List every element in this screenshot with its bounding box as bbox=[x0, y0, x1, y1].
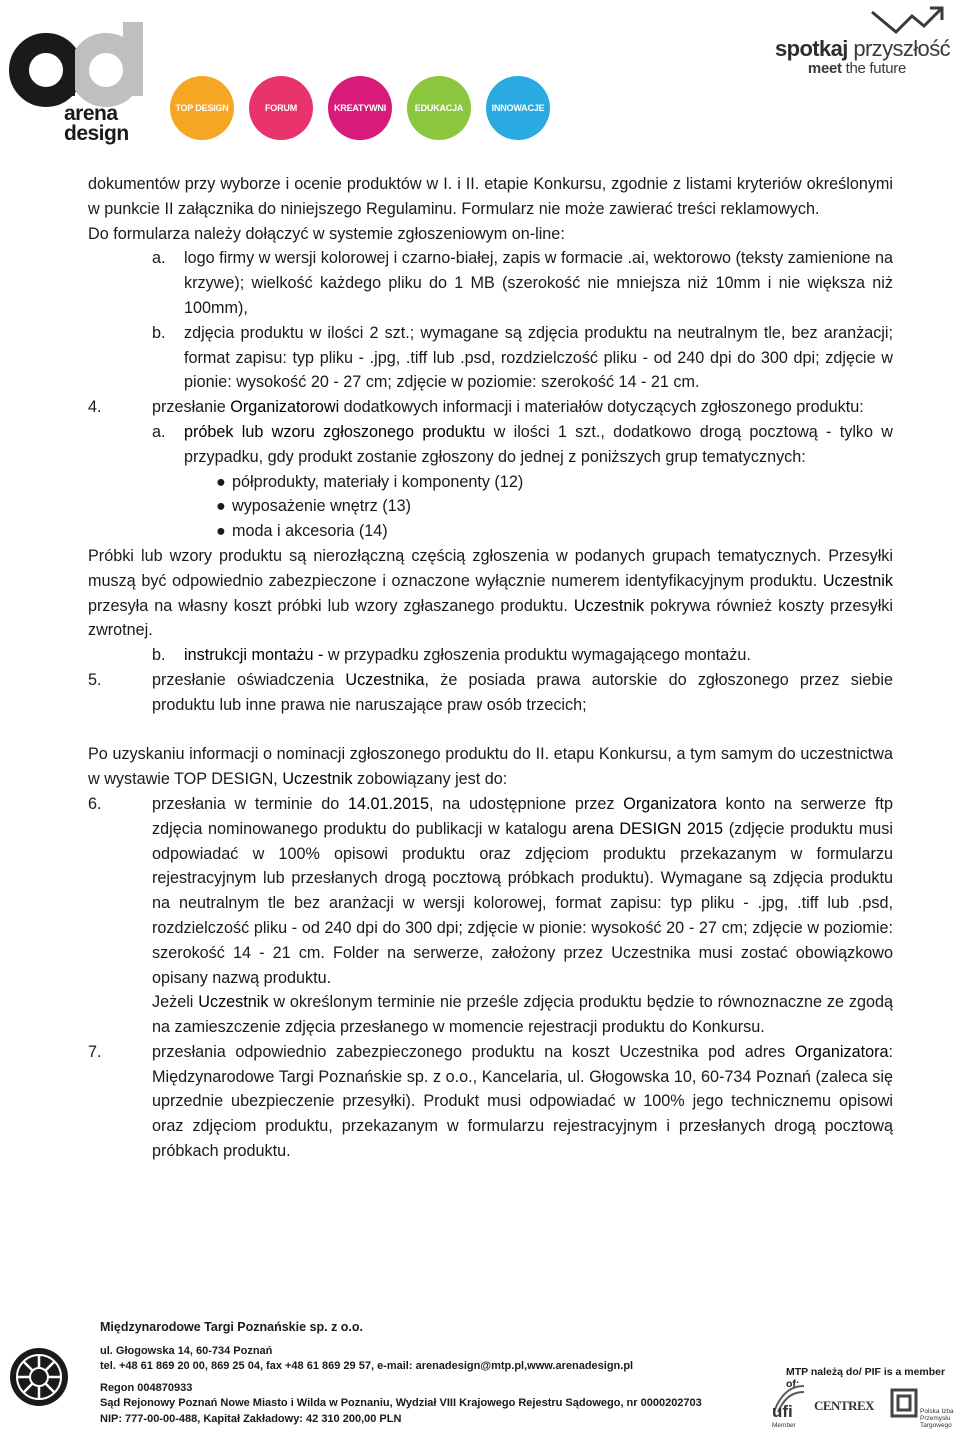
item-number: 4. bbox=[88, 398, 102, 417]
footer-nip: NIP: 777-00-00-488, Kapitał Zakładowy: 42 310 200,00 PLN bbox=[100, 1412, 402, 1425]
text-segment: Po uzyskaniu informacji o nominacji zgłoszonego produktu do II. etapu Konkursu, a tym samym do uczestnictwa w wystawie TOP DESIGN, bbox=[88, 745, 893, 789]
item-number: 7. bbox=[88, 1042, 102, 1061]
pip-logo bbox=[890, 1388, 956, 1438]
text-segment: przesłania w terminie do bbox=[152, 794, 348, 813]
highlight-participant: Uczestnik bbox=[573, 596, 645, 615]
text-segment: dodatkowych informacji i materiałów dotyczących zgłoszonego produktu: bbox=[339, 398, 864, 417]
pip-text: Polska Izba Przemysłu Targowego bbox=[920, 1408, 954, 1429]
item-6-paragraph-1 bbox=[152, 795, 893, 987]
text-segment: w określonym terminie nie prześle zdjęcia produktu będzie to równoznaczne ze zgodą na zamieszczenie zdjęcia przesłanego w momencie rejestracji produktu do Konkursu. bbox=[152, 993, 894, 1037]
list-item-a-samples bbox=[152, 420, 893, 470]
paragraph-continuation: dokumentów przy wyborze i ocenie produktów w I. i II. etapie Konkursu, zgodnie z listami kryteriów określonymi w punkcie II załącznika do niniejszego Regulaminu. Formularz nie może zawierać treści reklamowych. bbox=[88, 175, 893, 218]
list-label: a. bbox=[152, 422, 166, 441]
item-text bbox=[152, 1040, 893, 1164]
ufi-logo bbox=[772, 1384, 806, 1430]
slogan-the-future: the future bbox=[845, 60, 906, 77]
centrex-logo: CENTREX bbox=[814, 1398, 875, 1413]
list-label: b. bbox=[152, 323, 166, 342]
highlight-participant: Uczestnik bbox=[282, 770, 353, 789]
brand-wordmark bbox=[64, 104, 129, 144]
footer-company-info bbox=[100, 1320, 702, 1428]
text-segment: , że posiada prawa autorskie do zgłoszonego przez siebie produktu lub inne prawa nie naruszające praw osób trzecich; bbox=[152, 670, 893, 714]
highlight-samples: próbek lub wzoru zgłoszonego produktu bbox=[184, 422, 486, 441]
list-text: zdjęcia produktu w ilości 2 szt.; wymagane są zdjęcia produktu na neutralnym tle, bez aranżacji; format zapisu: typ pliku - .jpg, .tiff lub .psd, rozdzielczość pliku - od 240 dpi do 300 dpi; zdjęcie w pionie: wysokość 20 - 27 cm; zdjęcie w poziomie: szerokość 14 - 21 cm. bbox=[184, 323, 893, 392]
text-segment: : Międzynarodowe Targi Poznańskie sp. z o.o., Kancelaria, ul. Głogowska 10, 60-734 Poznań (zaleca się uprzednie ubezpieczenie przesyłki). Produkt musi odpowiadać w 100% jego technicznemu opisowi oraz zdjęciom produktu, przekazanym w formularzu rejestracyjnym i przesłanych drogą pocztową próbkach produktu. bbox=[152, 1042, 893, 1161]
bullet-text: moda i akcesoria (14) bbox=[232, 522, 388, 541]
text-segment: w ilości 1 szt., dodatkowo drogą pocztową - tylko w przypadku, gdy produkt zostanie zgłoszony do jednej z poniższych grup tematycznych: bbox=[184, 422, 893, 466]
category-innowacje: INNOWACJE bbox=[486, 76, 550, 140]
numbered-item-6 bbox=[88, 792, 893, 1040]
slogan-meet: meet bbox=[807, 60, 842, 77]
slogan-przyszlosc: przyszłość bbox=[853, 36, 950, 61]
category-edukacja: EDUKACJA bbox=[407, 76, 471, 140]
footer-court: Sąd Rejonowy Poznań Nowe Miasto i Wilda w Poznaniu, Wydział VIII Krajowego Rejestru Sądowego, nr 0000202703 bbox=[100, 1397, 702, 1410]
footer bbox=[0, 1300, 960, 1440]
item-text bbox=[152, 792, 893, 1040]
paragraph-samples-info bbox=[88, 544, 893, 643]
highlight-organizer: Organizatora bbox=[623, 794, 717, 813]
slogan-line-2 bbox=[808, 60, 906, 77]
numbered-item-7 bbox=[88, 1040, 893, 1164]
catalog-name: arena DESIGN 2015 bbox=[572, 819, 724, 838]
brand-bottom: design bbox=[64, 122, 129, 145]
category-kreatywni: KREATYWNI bbox=[328, 76, 392, 140]
item-number: 6. bbox=[88, 794, 102, 813]
category-top-design: TOP DESIGN bbox=[170, 76, 234, 140]
list-item-b-assembly bbox=[152, 643, 893, 668]
item-text bbox=[152, 395, 893, 420]
highlight-organizer: Organizatora bbox=[794, 1042, 889, 1061]
ufi-text: ufi bbox=[772, 1402, 793, 1421]
text-segment: przesłanie oświadczenia bbox=[152, 670, 346, 689]
footer-regon: Regon 004870933 bbox=[100, 1381, 193, 1394]
slogan-logo bbox=[762, 4, 952, 84]
ufi-member-text: Member bbox=[772, 1422, 796, 1429]
spacer bbox=[88, 718, 893, 743]
highlight-organizer: Organizatorowi bbox=[230, 398, 340, 417]
bullet-icon: ● bbox=[216, 497, 226, 516]
numbered-item-5 bbox=[88, 668, 893, 718]
text-segment: przesłanie bbox=[152, 398, 231, 417]
numbered-item-4 bbox=[88, 395, 893, 420]
highlight-participant: Uczestnik bbox=[198, 993, 269, 1012]
slogan-line-1 bbox=[775, 36, 950, 62]
list-item-b-photos bbox=[152, 321, 893, 395]
brand-top: arena bbox=[64, 102, 118, 125]
bullet-text: półprodukty, materiały i komponenty (12) bbox=[232, 472, 524, 491]
arena-design-logo bbox=[8, 22, 144, 148]
text-segment: , na udostępnione przez bbox=[429, 794, 624, 813]
text-segment: pokrywa również koszty przesyłki zwrotnej. bbox=[88, 596, 893, 640]
text-segment: (zdjęcie produktu musi odpowiadać w 100% opisowi produktu oraz zdjęciom produktu przekazanym w formularzu rejestracyjnym lub przesłanych drogą pocztową próbkach produktu). Wymagane są zdjęcia produktu na neutralnym tle bez aranżacji w wersji kolorowej, format zapisu: typ pliku - .jpg, .tiff lub .psd, rozdzielczość pliku - od 240 dpi do 300 dpi; zdjęcie w pionie: wysokość 20 - 27 cm; zdjęcie w poziomie: szerokość 14 - 21 cm. Folder na serwerze, założony przez Uczestnika musi zostać obowiązkowo opisany nazwą produktu. bbox=[152, 819, 893, 987]
item-6-paragraph-2 bbox=[152, 993, 893, 1036]
list-label: b. bbox=[152, 646, 166, 665]
text-segment: przesyła na własny koszt próbki lub wzory zgłaszanego produktu. bbox=[88, 596, 574, 615]
list-item-a-logo bbox=[152, 246, 893, 320]
text-segment: Próbki lub wzory produktu są nierozłączną częścią zgłoszenia w podanych grupach tematycznych. Przesyłki muszą być odpowiednio zabezpieczone i oznaczone wyłącznie numerem identyfikacyjnym produktu. bbox=[88, 546, 893, 590]
footer-company-name: Międzynarodowe Targi Poznańskie sp. z o.o. bbox=[100, 1320, 364, 1334]
bullet-icon: ● bbox=[216, 472, 226, 491]
bullet-item bbox=[216, 470, 893, 495]
slogan-spotkaj: spotkaj bbox=[774, 36, 848, 61]
item-number: 5. bbox=[88, 670, 102, 689]
category-forum: FORUM bbox=[249, 76, 313, 140]
highlight-participant: Uczestnika bbox=[345, 670, 425, 689]
text-segment: w przypadku zgłoszenia produktu wymagającego montażu. bbox=[323, 646, 751, 665]
list-label: a. bbox=[152, 249, 166, 268]
text-segment: Jeżeli bbox=[152, 993, 199, 1012]
member-of-label: MTP należą do/ PIF is a member of: bbox=[786, 1366, 946, 1390]
text-segment: przesłania odpowiednio zabezpieczonego produktu na koszt Uczestnika pod adres bbox=[152, 1042, 795, 1061]
footer-address: ul. Głogowska 14, 60-734 Poznań bbox=[100, 1344, 273, 1357]
text-segment: konto na serwerze ftp zdjęcia nominowanego produktu do publikacji w katalogu bbox=[152, 794, 893, 838]
mtp-logo-icon bbox=[8, 1346, 70, 1408]
bullet-icon: ● bbox=[216, 522, 226, 541]
highlight-participant: Uczestnik bbox=[822, 571, 893, 590]
deadline-date: 14.01.2015 bbox=[347, 794, 430, 813]
paragraph-nomination bbox=[88, 742, 893, 792]
bullet-text: wyposażenie wnętrz (13) bbox=[232, 497, 412, 516]
regulations-content bbox=[88, 172, 893, 1164]
footer-contact: tel. +48 61 869 20 00, 869 25 04, fax +48 61 869 29 57, e-mail: arenadesign@mtp.pl,www.arenadesign.pl bbox=[100, 1360, 634, 1373]
list-text: logo firmy w wersji kolorowej i czarno-białej, zapis w formacie .ai, wektorowo (teksty zamienione na krzywe); wielkość każdego pliku do 1 MB (szerokość nie mniejsza niż 10mm i nie większa niż 100mm), bbox=[184, 249, 893, 317]
list-text bbox=[184, 643, 893, 668]
pip-mark-icon bbox=[890, 1388, 918, 1418]
text-segment: zobowiązany jest do: bbox=[352, 770, 508, 789]
paragraph-attachments-intro: Do formularza należy dołączyć w systemie zgłoszeniowym on-line: bbox=[88, 224, 565, 243]
bullet-item bbox=[216, 494, 893, 519]
bullet-item bbox=[216, 519, 893, 544]
list-text bbox=[184, 420, 893, 470]
highlight-assembly: instrukcji montażu - bbox=[184, 646, 324, 665]
item-text bbox=[152, 668, 893, 718]
